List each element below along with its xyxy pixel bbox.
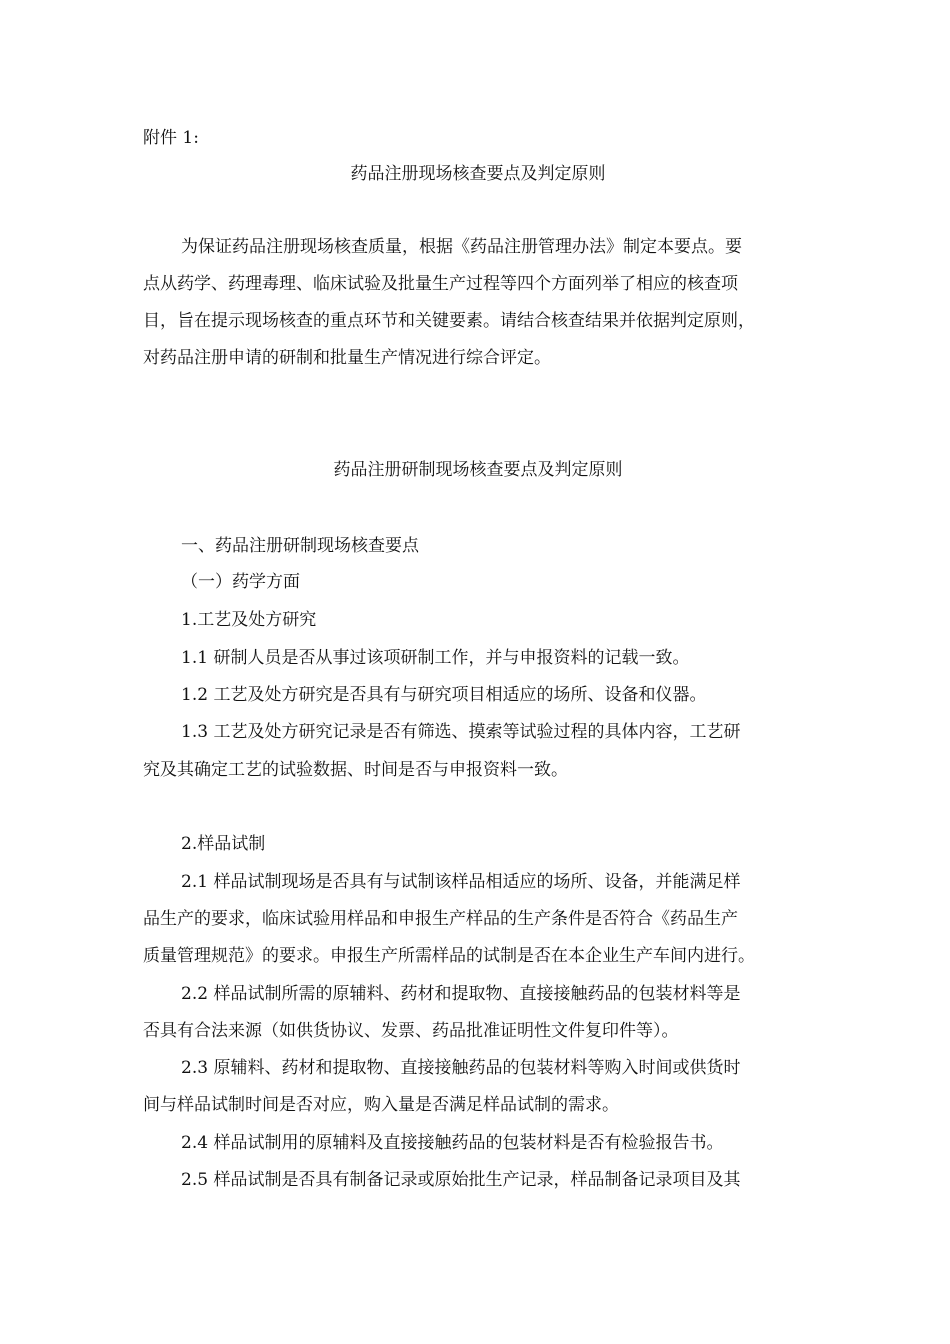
item-1-2: 1.2 工艺及处方研究是否具有与研究项目相适应的场所、设备和仪器。 — [181, 685, 707, 705]
item-2-1-line-1: 2.1 样品试制现场是否具有与试制该样品相适应的场所、设备，并能满足样 — [181, 872, 741, 892]
intro-line-1: 为保证药品注册现场核查质量，根据《药品注册管理办法》制定本要点。要 — [181, 237, 742, 257]
item-1-3-line-1: 1.3 工艺及处方研究记录是否有筛选、摸索等试验过程的具体内容，工艺研 — [181, 722, 741, 742]
intro-line-2: 点从药学、药理毒理、临床试验及批量生产过程等四个方面列举了相应的核查项 — [143, 274, 738, 294]
main-title: 药品注册现场核查要点及判定原则 — [350, 164, 606, 184]
item-1-heading: 1.工艺及处方研究 — [181, 610, 317, 630]
item-2-4: 2.4 样品试制用的原辅料及直接接触药品的包装材料是否有检验报告书。 — [181, 1133, 724, 1153]
item-1-3-line-2: 究及其确定工艺的试验数据、时间是否与申报资料一致。 — [143, 760, 568, 780]
item-2-2-line-2: 否具有合法来源（如供货协议、发票、药品批准证明性文件复印件等）。 — [143, 1021, 679, 1041]
item-2-3-line-1: 2.3 原辅料、药材和提取物、直接接触药品的包装材料等购入时间或供货时 — [181, 1058, 741, 1078]
item-1-1: 1.1 研制人员是否从事过该项研制工作，并与申报资料的记载一致。 — [181, 648, 690, 668]
item-2-1-line-2: 品生产的要求，临床试验用样品和申报生产样品的生产条件是否符合《药品生产 — [143, 909, 738, 929]
item-2-heading: 2.样品试制 — [181, 834, 266, 854]
item-2-5-line-1: 2.5 样品试制是否具有制备记录或原始批生产记录，样品制备记录项目及其 — [181, 1170, 741, 1190]
attachment-label: 附件 1: — [143, 128, 199, 148]
subsection-1-heading: （一）药学方面 — [181, 572, 300, 592]
intro-line-3: 目，旨在提示现场核查的重点环节和关键要素。请结合核查结果并依据判定原则， — [143, 311, 755, 331]
item-2-2-line-1: 2.2 样品试制所需的原辅料、药材和提取物、直接接触药品的包装材料等是 — [181, 984, 741, 1004]
item-2-3-line-2: 间与样品试制时间是否对应，购入量是否满足样品试制的需求。 — [143, 1095, 619, 1115]
intro-line-4: 对药品注册申请的研制和批量生产情况进行综合评定。 — [143, 348, 551, 368]
section-1-heading: 一、药品注册研制现场核查要点 — [181, 536, 419, 556]
sub-title: 药品注册研制现场核查要点及判定原则 — [333, 460, 623, 480]
item-2-1-line-3: 质量管理规范》的要求。申报生产所需样品的试制是否在本企业生产车间内进行。 — [143, 946, 755, 966]
